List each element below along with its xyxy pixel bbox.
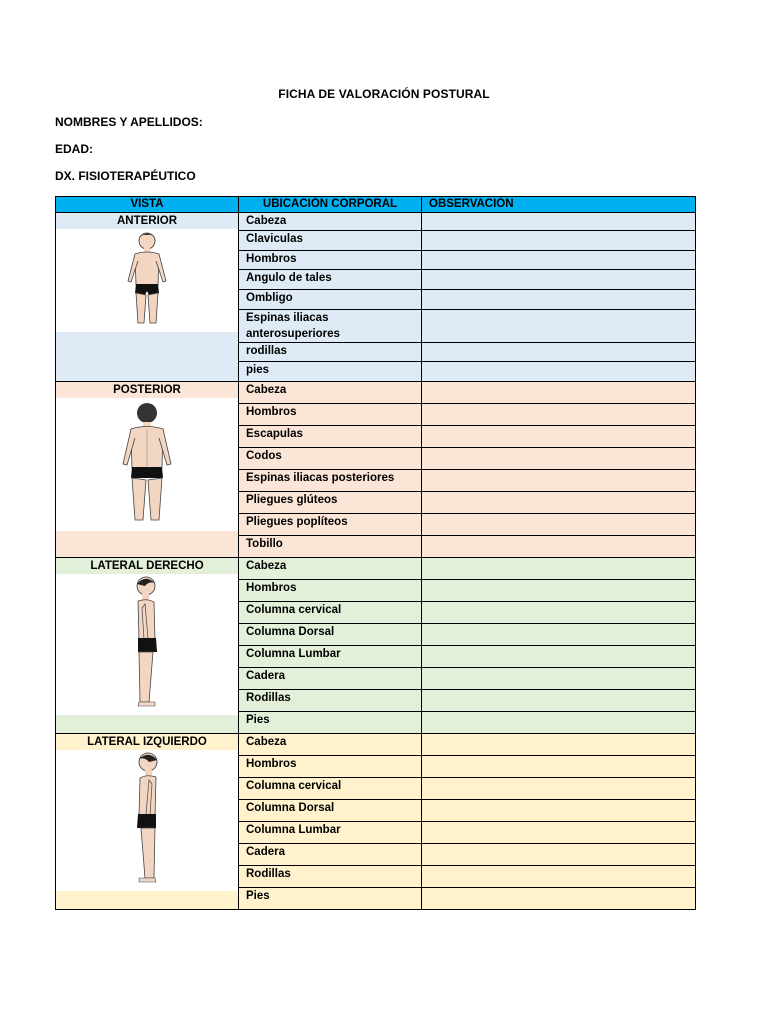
field-diagnostico: DX. FISIOTERAPÉUTICO (55, 169, 196, 183)
observacion-cell[interactable] (422, 404, 696, 426)
observacion-cell[interactable] (422, 213, 696, 231)
table-row (56, 734, 696, 756)
observacion-cell[interactable] (422, 310, 696, 343)
ubicacion-cell: Angulo de tales (239, 270, 422, 290)
table-row (56, 213, 696, 231)
observacion-cell[interactable] (422, 800, 696, 822)
ubicacion-cell: Rodillas (239, 866, 422, 888)
header-vista: VISTA (56, 197, 239, 213)
observacion-cell[interactable] (422, 866, 696, 888)
right-side-body-figure-icon (56, 574, 238, 715)
observacion-cell[interactable] (422, 888, 696, 910)
postural-assessment-table (55, 196, 696, 910)
observacion-cell[interactable] (422, 514, 696, 536)
vista-label: LATERAL DERECHO (90, 560, 204, 572)
observacion-cell[interactable] (422, 536, 696, 558)
form-title: FICHA DE VALORACIÓN POSTURAL (278, 87, 490, 101)
vista-label: ANTERIOR (116, 215, 178, 227)
field-nombres-apellidos: NOMBRES Y APELLIDOS: (55, 115, 203, 129)
ubicacion-cell: Tobillo (239, 536, 422, 558)
observacion-cell[interactable] (422, 690, 696, 712)
ubicacion-cell: Pies (239, 888, 422, 910)
ubicacion-cell: Codos (239, 448, 422, 470)
ubicacion-cell: Pliegues poplíteos (239, 514, 422, 536)
observacion-cell[interactable] (422, 251, 696, 270)
back-body-figure-icon (56, 398, 238, 531)
observacion-cell[interactable] (422, 362, 696, 382)
left-side-body-figure-icon (56, 750, 238, 891)
ubicacion-cell: Columna cervical (239, 778, 422, 800)
ubicacion-cell: Cadera (239, 668, 422, 690)
ubicacion-cell: Rodillas (239, 690, 422, 712)
field-edad: EDAD: (55, 142, 93, 156)
ubicacion-cell: Ombligo (239, 290, 422, 310)
vista-cell (56, 213, 239, 382)
ubicacion-cell: Escapulas (239, 426, 422, 448)
ubicacion-cell: Pies (239, 712, 422, 734)
ubicacion-cell: Claviculas (239, 231, 422, 251)
ubicacion-cell: Hombros (239, 756, 422, 778)
observacion-cell[interactable] (422, 426, 696, 448)
observacion-cell[interactable] (422, 646, 696, 668)
ubicacion-cell: Cabeza (239, 213, 422, 231)
table-header-row (56, 197, 696, 213)
observacion-cell[interactable] (422, 492, 696, 514)
observacion-cell[interactable] (422, 734, 696, 756)
observacion-cell[interactable] (422, 668, 696, 690)
ubicacion-cell: Columna Lumbar (239, 646, 422, 668)
observacion-cell[interactable] (422, 231, 696, 251)
ubicacion-cell: Espinas iliacas posteriores (239, 470, 422, 492)
observacion-cell[interactable] (422, 712, 696, 734)
vista-label: POSTERIOR (113, 384, 181, 396)
vista-cell (56, 558, 239, 734)
ubicacion-cell: Columna Dorsal (239, 624, 422, 646)
observacion-cell[interactable] (422, 382, 696, 404)
ubicacion-cell: Hombros (239, 404, 422, 426)
ubicacion-cell: pies (239, 362, 422, 382)
observacion-cell[interactable] (422, 778, 696, 800)
header-observacion: OBSERVACIÓN (422, 197, 696, 213)
vista-cell (56, 382, 239, 558)
ubicacion-cell: Pliegues glúteos (239, 492, 422, 514)
front-body-figure-icon (56, 229, 238, 332)
ubicacion-cell: Espinas iliacas anterosuperiores (239, 310, 422, 343)
observacion-cell[interactable] (422, 624, 696, 646)
ubicacion-cell: Columna Dorsal (239, 800, 422, 822)
table-body (56, 213, 696, 910)
vista-cell (56, 734, 239, 910)
table-row (56, 558, 696, 580)
observacion-cell[interactable] (422, 470, 696, 492)
ubicacion-cell: Columna cervical (239, 602, 422, 624)
ubicacion-cell: Cabeza (239, 734, 422, 756)
ubicacion-cell: Hombros (239, 580, 422, 602)
observacion-cell[interactable] (422, 756, 696, 778)
ubicacion-cell: Cabeza (239, 558, 422, 580)
observacion-cell[interactable] (422, 844, 696, 866)
ubicacion-cell: Hombros (239, 251, 422, 270)
observacion-cell[interactable] (422, 270, 696, 290)
ubicacion-cell: Columna Lumbar (239, 822, 422, 844)
table-row (56, 382, 696, 404)
ubicacion-cell: Cadera (239, 844, 422, 866)
observacion-cell[interactable] (422, 290, 696, 310)
observacion-cell[interactable] (422, 343, 696, 362)
header-ubicacion-corporal: UBICACIÓN CORPORAL (239, 197, 422, 213)
observacion-cell[interactable] (422, 448, 696, 470)
ubicacion-cell: rodillas (239, 343, 422, 362)
observacion-cell[interactable] (422, 822, 696, 844)
observacion-cell[interactable] (422, 580, 696, 602)
observacion-cell[interactable] (422, 558, 696, 580)
ubicacion-cell: Cabeza (239, 382, 422, 404)
vista-label: LATERAL IZQUIERDO (87, 736, 207, 748)
observacion-cell[interactable] (422, 602, 696, 624)
